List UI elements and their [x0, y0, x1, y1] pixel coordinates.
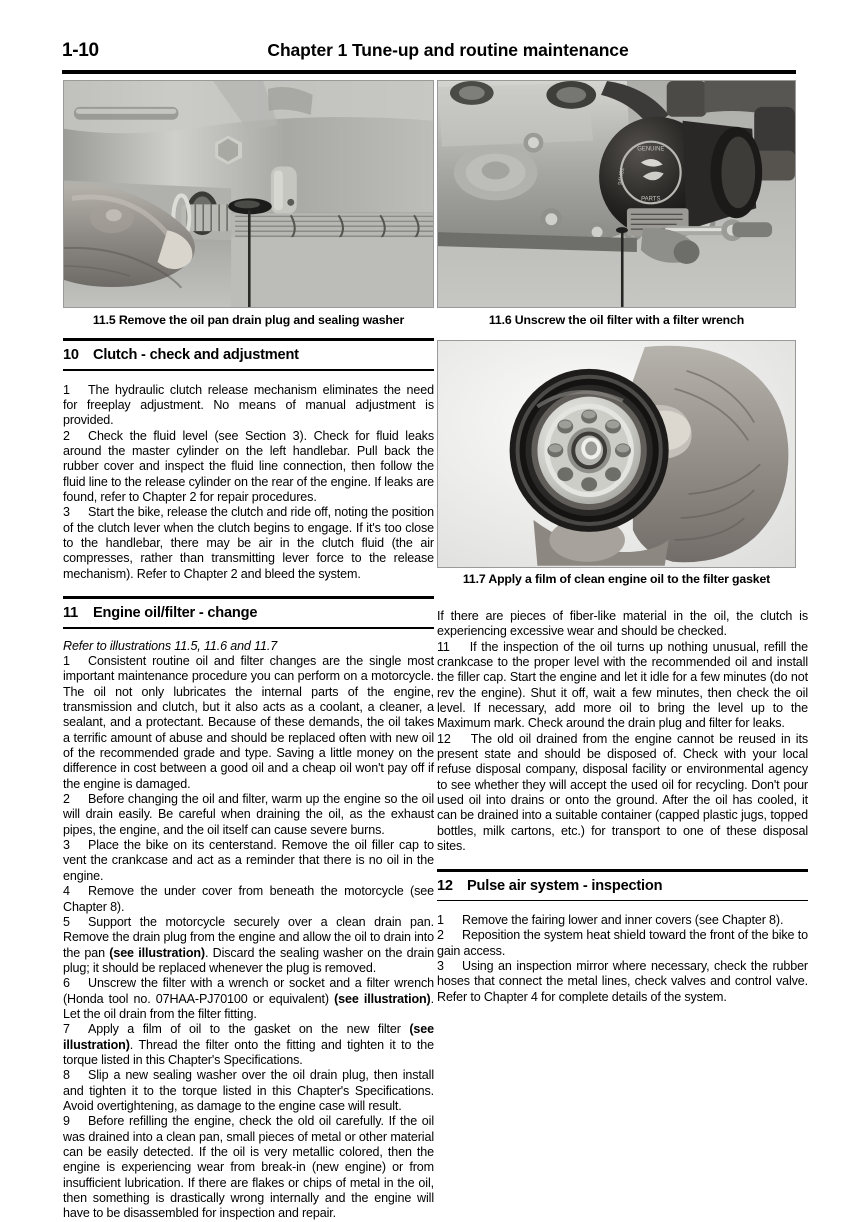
paragraph	[63, 915, 434, 976]
paragraph	[437, 732, 808, 855]
svg-text:PARTS: PARTS	[641, 196, 661, 203]
section-11-body-right	[437, 609, 808, 855]
section-11	[63, 596, 434, 629]
paragraph-text: Unscrew the filter with a wrench or socket and a filter wrench (Honda tool no. 07HAA-PJ70100 or equivalent)	[63, 976, 434, 1006]
paragraph-text: Slip a new sealing washer over the oil drain plug, then install and tighten it to the torque listed in this Chapter's Specifications. Avoid overtightening, as damage to the engine case will result.	[63, 1068, 434, 1113]
paragraph-number: 3	[63, 838, 70, 853]
paragraph-number: 8	[63, 1068, 70, 1083]
paragraph-number: 6	[63, 976, 70, 991]
paragraph-number: 2	[63, 792, 70, 807]
see-illustration-ref: (see illustration)	[109, 945, 205, 960]
paragraph-number: 1	[63, 654, 70, 668]
paragraph-text: The hydraulic clutch release mechanism eliminates the need for freeplay adjustment. No means of manual adjustment is provided.	[63, 382, 434, 428]
paragraph	[63, 838, 434, 884]
paragraph	[63, 1068, 434, 1114]
left-column	[63, 338, 434, 1222]
paragraph-number: 3	[63, 505, 70, 520]
paragraph-number: 1	[437, 913, 444, 928]
chapter-title: Chapter 1 Tune-up and routine maintenance	[267, 40, 629, 60]
paragraph	[63, 792, 434, 838]
paragraph	[437, 640, 808, 732]
paragraph-text: If the inspection of the oil turns up nothing unusual, refill the crankcase to the proper level with the recommended oil and install the filler cap. Start the engine and let it idle for a few minutes (do not rev the engine). Shut it off, wait a few minutes, then check the oil level. If necessary, add more oil to bring the level up to the Maximum mark. Check around the drain plug and filter for leaks.	[437, 639, 808, 731]
paragraph-number: 12	[437, 731, 451, 746]
paragraph	[437, 913, 808, 928]
page-number: 1-10	[62, 40, 99, 61]
paragraph-text: Using an inspection mirror where necessary, check the rubber hoses that connect the metal lines, check valves and control valve. Refer to Chapter 4 for complete details of the system.	[437, 959, 808, 1004]
figure-11-7-photo	[437, 340, 796, 568]
paragraph-number: 4	[63, 884, 70, 899]
paragraph-text: Apply a film of oil to the gasket on the new filter	[88, 1022, 410, 1037]
paragraph-number: 1	[63, 382, 70, 397]
paragraph-number: 3	[437, 959, 444, 974]
illustration-reference: Refer to illustrations 11.5, 11.6 and 11.7	[63, 638, 278, 653]
paragraph-text-cont: . Discard the sealing washer on the drain plug; it should be replaced whenever the plug is removed.	[63, 945, 434, 975]
paragraph-number: 9	[63, 1114, 70, 1129]
figure-11-5-image	[64, 81, 433, 308]
section-12	[437, 869, 808, 902]
section-11-title: Engine oil/filter - change	[93, 605, 258, 622]
svg-text:94H02: 94H02	[617, 167, 627, 186]
paragraph	[63, 383, 434, 429]
section-10-title: Clutch - check and adjustment	[93, 347, 299, 363]
paragraph-number: 5	[63, 914, 70, 929]
paragraph-text: Before changing the oil and filter, warm up the engine so the oil will drain easily. Be careful when draining the oil, as the exhaust pipes, the engine, and the oil itself can cause severe burns.	[63, 792, 434, 837]
paragraph	[63, 429, 434, 506]
page-header	[62, 40, 796, 74]
figure-11-5-caption: 11.5 Remove the oil pan drain plug and sealing washer	[92, 313, 405, 327]
paragraph-text: Remove the under cover from beneath the motorcycle (see Chapter 8).	[63, 884, 434, 914]
figure-11-6-photo	[437, 80, 796, 308]
paragraph-text-cont: . Let the oil drain from the filter fitting.	[63, 991, 434, 1021]
section-10	[63, 338, 434, 371]
section-12-body	[437, 913, 808, 1005]
section-11-heading	[63, 599, 434, 627]
paragraph-text: Start the bike, release the clutch and ride off, noting the position of the clutch lever when the clutch begins to engage. If it's too close to the handlebar, there may be air in the clutch fluid (the air compresses, rather than transmitting lever force to the release mechanism). Refer to Chapter 2 and bleed the system.	[63, 505, 434, 581]
paragraph	[63, 884, 434, 915]
paragraph-text: Place the bike on its centerstand. Remove the oil filler cap to vent the crankcase and act as a reminder that there is no oil in the engine.	[63, 838, 434, 883]
section-11-number: 11	[63, 605, 79, 622]
paragraph-number: 11	[437, 639, 450, 654]
svg-text:GENUINE: GENUINE	[637, 146, 665, 153]
paragraph-number: 2	[437, 928, 444, 943]
section-10-number: 10	[63, 347, 79, 363]
paragraph-text-cont: . Thread the filter onto the fitting and tighten it to the torque listed in this Chapter's Specifications.	[63, 1037, 434, 1067]
paragraph	[437, 959, 808, 1005]
see-illustration-ref: (see illustration)	[334, 991, 431, 1006]
paragraph-text: The old oil drained from the engine cannot be reused in its present state and should be disposed of. Check with your local refuse disposal company, disposal facility or environmental agency to see whether they will accept the used oil for recycling. Don't pour used oil into drains or onto the ground. After the oil has cooled, it can be drained into a suitable container (capped plastic jugs, topped bottles, milk cartons, etc.) for transport to one of these disposal sites.	[437, 731, 808, 854]
paragraph-number: 2	[63, 428, 70, 443]
paragraph-number: 7	[63, 1022, 70, 1037]
section-12-heading	[437, 872, 808, 900]
figure-11-5-photo	[63, 80, 434, 308]
paragraph	[63, 1022, 434, 1068]
paragraph	[63, 976, 434, 1022]
figure-11-7-caption: 11.7 Apply a film of clean engine oil to the filter gasket	[462, 572, 771, 586]
paragraph-text: Remove the fairing lower and inner covers (see Chapter 8).	[462, 913, 784, 928]
figure-11-6-image	[438, 81, 795, 308]
see-illustration-ref: (see illustration)	[63, 1022, 434, 1052]
paragraph	[63, 1114, 434, 1221]
paragraph	[437, 928, 808, 959]
section-12-number: 12	[437, 877, 453, 894]
paragraph	[63, 505, 434, 582]
paragraph-text: Check the fluid level (see Section 3). Check for fluid leaks around the master cylinder on the left handlebar. Pull back the rubber cover and inspect the fluid line connection, then follow the fluid line to the release cylinder on the rear of the engine. If leaks are found, refer to Chapter 2 for repair procedures.	[63, 428, 434, 504]
figure-11-6-caption: 11.6 Unscrew the oil filter with a filter wrench	[488, 313, 745, 327]
section-12-title: Pulse air system - inspection	[467, 877, 663, 894]
paragraph	[63, 654, 434, 792]
right-column	[437, 609, 808, 1005]
paragraph-text: Reposition the system heat shield toward the front of the bike to gain access.	[437, 928, 808, 958]
paragraph-text: Support the motorcycle securely over a clean drain pan. Remove the drain plug from the engine and allow the oil to drain into the pan	[63, 914, 434, 960]
section-10-body	[63, 383, 434, 582]
paragraph-text: Before refilling the engine, check the old oil carefully. If the oil was drained into a clean pan, small pieces of metal or other material can be easily detected. If the oil is very metallic colored, then the engine is experiencing wear from break-in (new engine) or from insufficient lubrication. If there are flakes or chips of metal in the oil, then something is drastically wrong internally and the engine will have to be disassembled for inspection and repair.	[63, 1114, 434, 1221]
header-divider	[62, 70, 796, 74]
paragraph	[437, 609, 808, 640]
figure-11-7-image	[438, 341, 795, 568]
section-11-body-left	[63, 639, 434, 1222]
paragraph-text: If there are pieces of fiber-like material in the oil, the clutch is experiencing excessive wear and should be checked.	[437, 609, 808, 639]
section-10-heading	[63, 341, 434, 369]
paragraph-text: Consistent routine oil and filter changes are the single most important maintenance procedure you can perform on a motorcycle. The oil not only lubricates the internal parts of the engine, transmission and clutch, but it also acts as a coolant, a cleaner, a sealant, and a protectant. Because of these demands, the oil takes a terrific amount of abuse and should be replaced often with new oil of the recommended grade and type. Saving a little money on the difference in cost between a good oil and a cheap oil won't pay off if the engine is damaged.	[63, 654, 434, 791]
